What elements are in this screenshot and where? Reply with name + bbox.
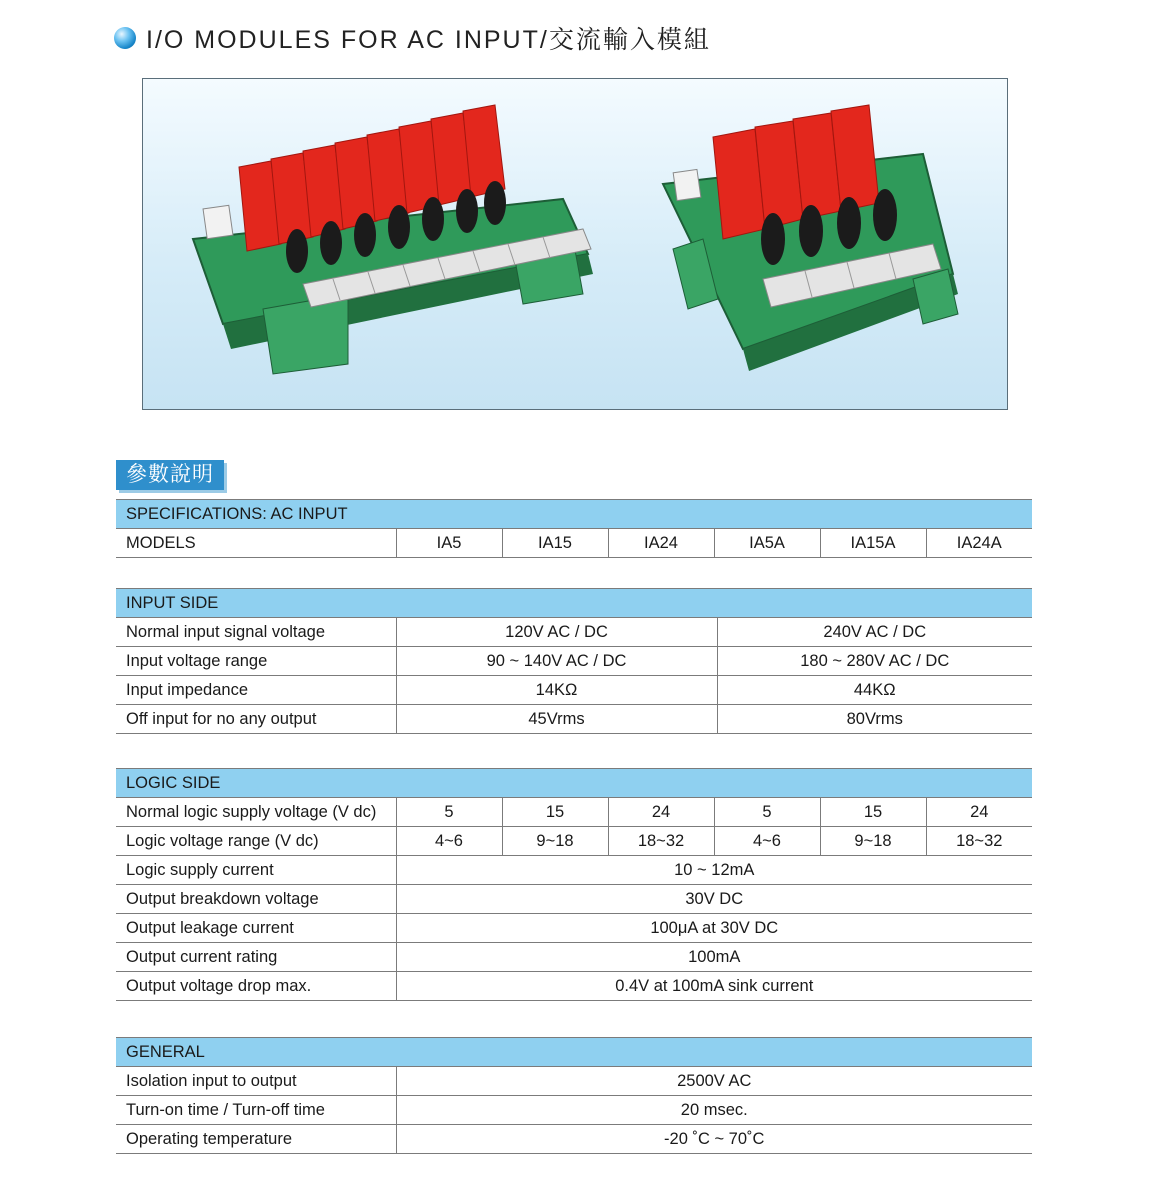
params-label: 參數說明 xyxy=(116,460,224,490)
product-photo xyxy=(142,78,1008,410)
range-cell: 9~18 xyxy=(820,827,926,856)
table-row xyxy=(116,1125,1032,1154)
row-value: 2500V AC xyxy=(396,1067,1032,1096)
range-cell: 4~6 xyxy=(396,827,502,856)
logic-side-table xyxy=(116,768,1032,1001)
row-label: Turn-on time / Turn-off time xyxy=(116,1096,396,1125)
row-label: Normal input signal voltage xyxy=(116,618,396,647)
logic-side-title: LOGIC SIDE xyxy=(116,769,1032,798)
input-side-title: INPUT SIDE xyxy=(116,589,1032,618)
range-cell: 9~18 xyxy=(502,827,608,856)
row-label: Logic voltage range (V dc) xyxy=(116,827,396,856)
range-cell: 18~32 xyxy=(926,827,1032,856)
model-cell: IA5A xyxy=(714,529,820,558)
row-value: 100mA xyxy=(396,943,1032,972)
left-module xyxy=(193,105,593,374)
row-value: 44KΩ xyxy=(717,676,1032,705)
row-label: Isolation input to output xyxy=(116,1067,396,1096)
row-label: Operating temperature xyxy=(116,1125,396,1154)
title-row xyxy=(114,20,711,56)
models-label: MODELS xyxy=(116,529,396,558)
table-row xyxy=(116,943,1032,972)
row-label: Normal logic supply voltage (V dc) xyxy=(116,798,396,827)
table-row xyxy=(116,972,1032,1001)
general-table xyxy=(116,1037,1032,1154)
row-label: Input voltage range xyxy=(116,647,396,676)
model-cell: IA15 xyxy=(502,529,608,558)
range-cell: 18~32 xyxy=(608,827,714,856)
page-title: I/O MODULES FOR AC INPUT/交流輸入模組 xyxy=(146,26,711,54)
row-value: 100μA at 30V DC xyxy=(396,914,1032,943)
supply-cell: 15 xyxy=(820,798,926,827)
row-label: Output current rating xyxy=(116,943,396,972)
table-row xyxy=(116,647,1032,676)
specs-table xyxy=(116,499,1032,558)
row-label: Off input for no any output xyxy=(116,705,396,734)
range-cell: 4~6 xyxy=(714,827,820,856)
table-row xyxy=(116,914,1032,943)
right-module xyxy=(663,105,958,371)
model-cell: IA15A xyxy=(820,529,926,558)
row-value: 10 ~ 12mA xyxy=(396,856,1032,885)
supply-cell: 5 xyxy=(396,798,502,827)
general-title: GENERAL xyxy=(116,1038,1032,1067)
model-cell: IA5 xyxy=(396,529,502,558)
table-row xyxy=(116,1096,1032,1125)
relay-module-photo xyxy=(143,79,1007,409)
model-cell: IA24 xyxy=(608,529,714,558)
supply-cell: 5 xyxy=(714,798,820,827)
row-label: Input impedance xyxy=(116,676,396,705)
row-value: 90 ~ 140V AC / DC xyxy=(396,647,717,676)
row-value: 14KΩ xyxy=(396,676,717,705)
row-value: -20 ˚C ~ 70˚C xyxy=(396,1125,1032,1154)
row-value: 30V DC xyxy=(396,885,1032,914)
table-row xyxy=(116,618,1032,647)
row-value: 120V AC / DC xyxy=(396,618,717,647)
specs-title: SPECIFICATIONS: AC INPUT xyxy=(116,500,1032,529)
table-row xyxy=(116,705,1032,734)
table-row xyxy=(116,885,1032,914)
row-label: Output leakage current xyxy=(116,914,396,943)
table-row xyxy=(116,676,1032,705)
bullet-icon xyxy=(114,27,136,49)
row-value: 0.4V at 100mA sink current xyxy=(396,972,1032,1001)
table-row xyxy=(116,1067,1032,1096)
row-label: Output voltage drop max. xyxy=(116,972,396,1001)
supply-cell: 24 xyxy=(608,798,714,827)
row-value: 240V AC / DC xyxy=(717,618,1032,647)
supply-cell: 24 xyxy=(926,798,1032,827)
input-side-table xyxy=(116,588,1032,734)
row-label: Output breakdown voltage xyxy=(116,885,396,914)
row-label: Logic supply current xyxy=(116,856,396,885)
row-value: 45Vrms xyxy=(396,705,717,734)
row-value: 20 msec. xyxy=(396,1096,1032,1125)
table-row xyxy=(116,798,1032,827)
table-row xyxy=(116,827,1032,856)
model-cell: IA24A xyxy=(926,529,1032,558)
row-value: 180 ~ 280V AC / DC xyxy=(717,647,1032,676)
row-value: 80Vrms xyxy=(717,705,1032,734)
supply-cell: 15 xyxy=(502,798,608,827)
table-row xyxy=(116,856,1032,885)
